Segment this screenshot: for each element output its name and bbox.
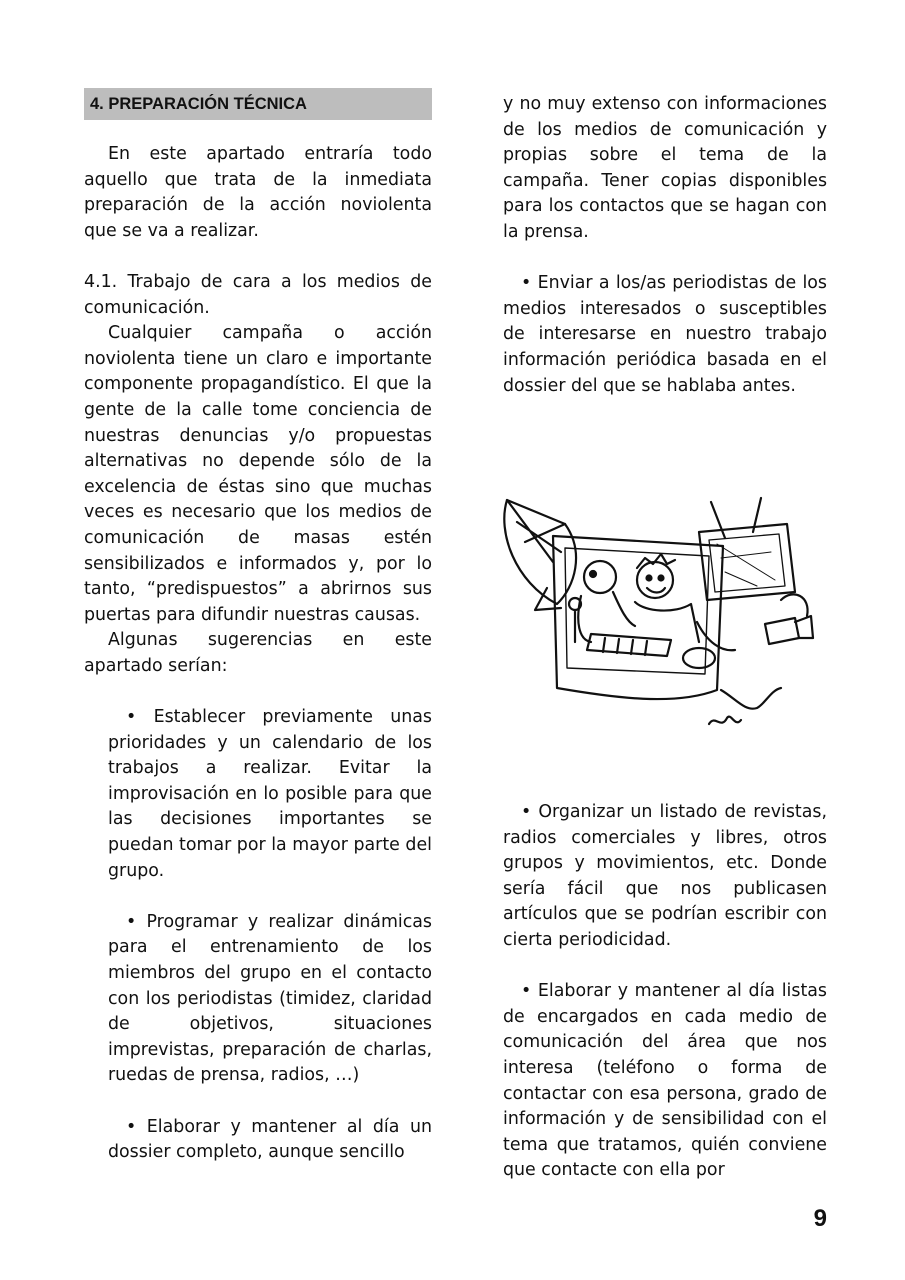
subsection-title: 4.1. Trabajo de cara a los medios de comunicación.: [84, 271, 432, 318]
television-icon: [699, 524, 795, 600]
bullet-training: • Programar y realizar dinámicas para el entrenamiento de los miembros del grupo en el contacto con los periodistas (timidez, claridad de objetivos, situaciones imprevistas, preparación de charlas, ruedas de prensa, radios, …): [108, 911, 432, 1086]
signature-icon: [709, 717, 741, 724]
console-icon: [587, 634, 671, 656]
presenter-left-icon: [584, 561, 616, 593]
media-paragraph: Cualquier campaña o acción noviolenta tiene un claro e importante componente propagandístico. El que la gente de la calle tome conciencia de nuestras denuncias y/o propuestas alternativas no depende sólo de la excelencia de éstas sino que muchas veces es necesario que los medios de comunicación de masas estén sensibilizados e informados y, por lo tanto, “predispuestos” a abrirnos sus puertas para difundir nuestras causas.: [84, 323, 432, 625]
headphones-icon: [781, 594, 808, 616]
bullet-priorities: • Establecer previamente unas prioridades y un calendario de los trabajos a realizar. Evitar la improvisación en lo posible para que las decisiones importantes se puedan tomar por la mayor parte del grupo.: [108, 707, 432, 881]
page-number: 9: [813, 1205, 827, 1232]
left-column: [84, 88, 432, 1166]
intro-paragraph: En este apartado entraría todo aquello que trata de la inmediata preparación de la acción noviolenta que se va a realizar.: [84, 144, 432, 241]
media-illustration: [495, 492, 820, 742]
bullet-listing: • Organizar un listado de revistas, radios comerciales y libres, otros grupos y movimientos, etc. Donde sería fácil que nos publicasen artículos que se podrían escribir con cierta periodicidad.: [503, 802, 827, 950]
bullet-journalists: • Enviar a los/as periodistas de los medios interesados o susceptibles de interesarse en nuestro trabajo información periódica basada en el dossier del que se hablaba antes.: [503, 273, 827, 396]
right-column-lower: [503, 800, 827, 1184]
bullet-contacts: • Elaborar y mantener al día listas de encargados en cada medio de comunicación del área que nos interesa (teléfono o forma de contactar con esa persona, grado de información y de sensibilidad con el tema que tratamos, quién conviene que contacte con ella por: [503, 981, 827, 1181]
section-heading: 4. PREPARACIÓN TÉCNICA: [84, 88, 432, 120]
camera-icon: [765, 616, 813, 644]
suggestions-intro: Algunas sugerencias en este apartado serían:: [84, 630, 432, 676]
right-column: [503, 92, 827, 399]
bullet-dossier: • Elaborar y mantener al día un dossier completo, aunque sencillo: [108, 1116, 432, 1163]
dossier-continuation: y no muy extenso con informaciones de los medios de comunicación y propias sobre el tema de la campaña. Tener copias disponibles para los contactos que se hagan con la prensa.: [503, 94, 827, 242]
